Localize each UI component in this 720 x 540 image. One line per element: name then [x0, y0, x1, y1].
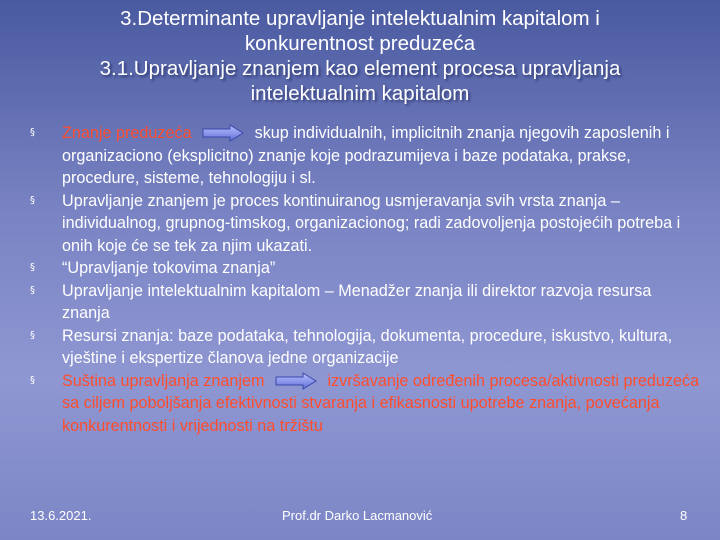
right-arrow-icon: [275, 372, 317, 390]
footer-author: Prof.dr Darko Lacmanović: [282, 508, 433, 523]
bullet-red-term: Znanje preduzeća: [62, 124, 192, 142]
bullet-item-essence: [22, 370, 702, 438]
bullet-red-text: izvršavanje određenih procesa/aktivnosti preduzeća sa ciljem poboljšanja efektivnosti stvaranja i efikasnosti upotrebe znanja, povećanja konkurentnosti i vrijednosti na tržištu: [62, 371, 700, 435]
bullet-text: Upravljanje intelektualnim kapitalom – Menadžer znanja ili direktor razvoja resursa znanja: [62, 281, 652, 322]
square-bullet-icon: §: [30, 127, 35, 138]
page-number: 8: [680, 508, 688, 523]
bullet-item-management: [22, 190, 702, 258]
square-bullet-icon: §: [30, 329, 35, 341]
bullet-text: skup individualnih, implicitnih znanja njegovih zaposlenih i organizaciono (eksplicitno) znanje koje podrazumijeva i baze podataka, prakse, procedure, sisteme, tehnologiju i sl.: [62, 124, 670, 187]
footer-date: 13.6.2021.: [30, 508, 92, 523]
slide-title: [10, 6, 710, 106]
bullet-red-term: Suština upravljanja znanjem: [62, 371, 265, 390]
bullet-text: “Upravljanje tokovima znanja”: [62, 259, 276, 277]
title-line-1: 3.Determinante upravljanje intelektualnim kapitalom i: [120, 7, 600, 30]
bullet-text: Upravljanje znanjem je proces kontinuiranog usmjeravanja svih vrsta znanja – individualnog, grupnog-timskog, organizacionog; radi zadovoljenja postojećih potreba i onih koje će se tek za njim ukazati.: [62, 191, 681, 255]
bullet-item-flows: [22, 257, 702, 280]
square-bullet-icon: §: [30, 284, 35, 296]
bullet-item-resources: [22, 325, 702, 370]
square-bullet-icon: §: [30, 262, 35, 273]
bullet-item-knowledge: [22, 122, 702, 190]
subtitle-line-2: intelektualnim kapitalom: [250, 82, 470, 105]
subtitle-line-1: 3.1.Upravljanje znanjem kao element procesa upravljanja: [99, 57, 621, 80]
right-arrow-icon: [202, 124, 244, 142]
square-bullet-icon: §: [30, 374, 35, 386]
title-line-2: konkurentnost preduzeća: [244, 32, 476, 55]
bullet-item-capital: [22, 280, 702, 325]
square-bullet-icon: §: [30, 194, 35, 206]
bullet-text: Resursi znanja: baze podataka, tehnologija, dokumenta, procedure, iskustvo, kultura, vještine i ekspertize članova jedne organizacije: [62, 326, 673, 367]
bullet-list: [22, 122, 702, 437]
